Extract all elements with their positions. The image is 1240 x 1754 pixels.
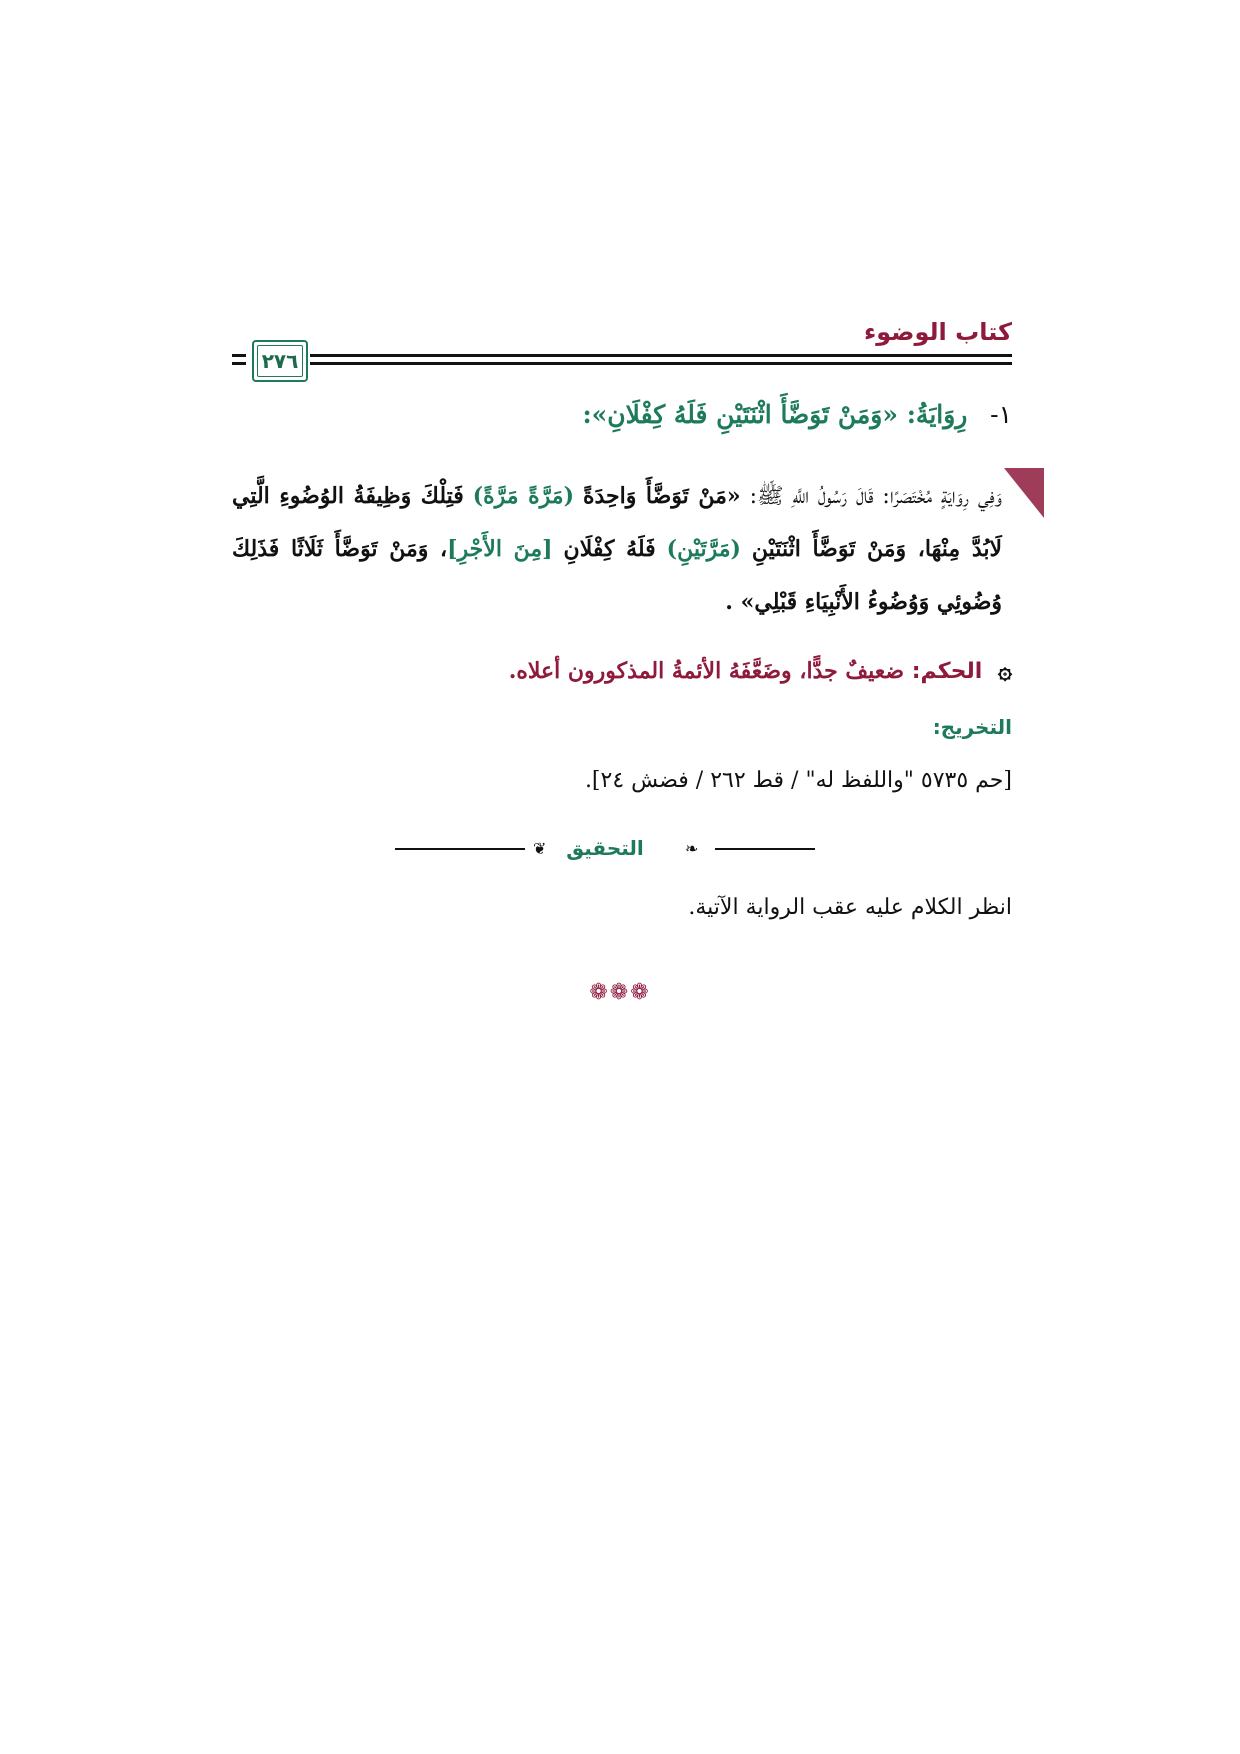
hadith-gloss: (مَرَّةً مَرَّةً)	[472, 483, 575, 509]
divider-flourish-icon: ❧	[685, 839, 699, 858]
ruling-text: ضعيفٌ جدًّا، وضَعَّفَهُ الأئمةُ المذكورون أعلاه.	[508, 658, 905, 684]
verification-note: انظر الكلام عليه عقب الرواية الآتية.	[688, 895, 1012, 920]
divider-label: التحقيق	[566, 836, 644, 860]
hadith-text: فَلَهُ كِفْلَانِ	[563, 536, 656, 562]
references: [حم ٥٧٣٥ "واللفظ له" / قط ٢٦٢ / فضش ٢٤].	[584, 768, 1012, 793]
corner-ornament-icon	[1004, 468, 1044, 518]
heading-number: ١-	[990, 400, 1012, 429]
section-divider	[395, 836, 815, 862]
narration-intro: وَفِي رِوَايَةٍ مُخْتَصَرًا: قَالَ رَسُولُ اللَّهِ ﷺ:	[749, 484, 1002, 509]
divider-flourish-icon: ❦	[533, 839, 547, 858]
header-rule	[310, 362, 1012, 365]
book-title: كتاب الوضوء	[863, 318, 1012, 346]
header-rule	[232, 362, 246, 365]
hadith-text: ، وَمَنْ تَوَضَّأَ ثَلَاثًا فَذَلِكَ وُضُوئِي وَوُضُوءُ الأَنْبِيَاءِ قَبْلِي» .	[232, 536, 1002, 615]
hadith-narration	[232, 470, 1002, 629]
heading-text: «وَمَنْ تَوَضَّأَ اثْنَتَيْنِ فَلَهُ كِفْلَانِ»:	[582, 400, 898, 429]
hadith-gloss: [مِنَ الأَجْرِ]	[447, 536, 553, 562]
hadith-gloss: (مَرَّتَيْنِ)	[666, 536, 741, 562]
page-header	[232, 310, 1012, 390]
page-number-frame	[252, 340, 308, 382]
end-ornament-icon: ❁❁❁	[589, 980, 651, 1005]
ruling	[232, 655, 1012, 684]
section-heading	[232, 400, 1012, 429]
ruling-star-icon: ۞	[997, 655, 1012, 684]
header-rule	[310, 354, 1012, 357]
heading-label: رِوَايَةُ:	[906, 400, 968, 429]
header-rule	[232, 354, 246, 357]
page-number: ٢٧٦	[261, 349, 299, 373]
hadith-text: فَتِلْكَ وَظِيفَةُ الوُضُوءِ الَّتِي لَابُدَّ مِنْهَا، وَمَنْ تَوَضَّأَ اثْنَتَيْنِ	[232, 483, 1003, 562]
hadith-text: «مَنْ تَوَضَّأَ وَاحِدَةً	[582, 483, 741, 509]
takhrij-heading: التخريج:	[932, 715, 1012, 739]
ruling-label: الحكم:	[911, 659, 983, 684]
